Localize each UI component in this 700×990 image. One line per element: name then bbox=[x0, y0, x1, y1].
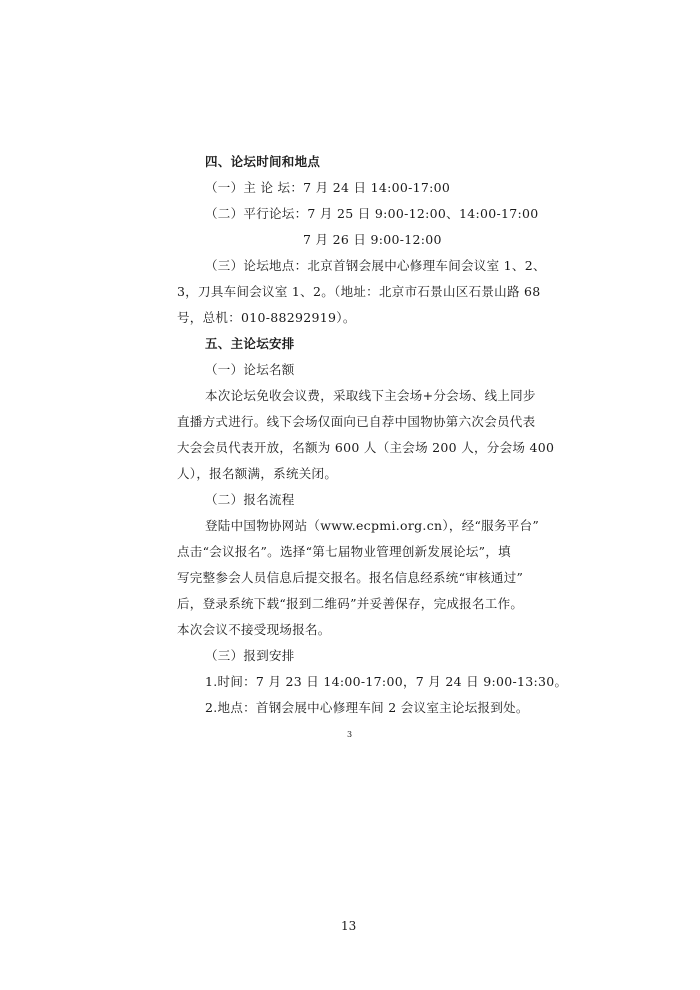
quota-line-3: 大会会员代表开放，名额为 600 人（主会场 200 人，分会场 400 bbox=[177, 440, 555, 455]
main-forum-time: （一）主 论 坛：7 月 24 日 14:00-17:00 bbox=[205, 180, 451, 195]
section-4-heading: 四、论坛时间和地点 bbox=[205, 154, 321, 169]
process-line-1: 登陆中国物协网站（www.ecpmi.org.cn），经“服务平台” bbox=[205, 518, 540, 533]
venue-line-2: 3，刀具车间会议室 1、2。（地址：北京市石景山区石景山路 68 bbox=[177, 284, 541, 299]
process-line-5: 本次会议不接受现场报名。 bbox=[177, 622, 331, 637]
section-5-heading: 五、主论坛安排 bbox=[205, 336, 295, 351]
quota-heading: （一）论坛名额 bbox=[205, 362, 295, 377]
venue-line-1: （三）论坛地点：北京首钢会展中心修理车间会议室 1、2、 bbox=[205, 258, 546, 273]
process-line-3: 写完整参会人员信息后提交报名。报名信息经系统“审核通过” bbox=[177, 570, 524, 585]
checkin-heading: （三）报到安排 bbox=[205, 648, 295, 663]
process-line-4: 后，登录系统下载“报到二维码”并妥善保存，完成报名工作。 bbox=[177, 596, 524, 611]
process-heading: （二）报名流程 bbox=[205, 492, 295, 507]
quota-line-4: 人），报名额满，系统关闭。 bbox=[177, 466, 338, 481]
checkin-place: 2.地点：首钢会展中心修理车间 2 会议室主论坛报到处。 bbox=[205, 700, 529, 715]
page-number: 13 bbox=[341, 919, 357, 933]
venue-line-3: 号，总机：010-88292919）。 bbox=[177, 310, 356, 325]
quota-line-1: 本次论坛免收会议费，采取线下主会场+分会场、线上同步 bbox=[205, 388, 536, 403]
inner-page-number: 3 bbox=[347, 730, 353, 739]
checkin-time: 1.时间：7 月 23 日 14:00-17:00，7 月 24 日 9:00-13:30。 bbox=[205, 674, 568, 689]
process-line-2: 点击“会议报名”。选择“第七届物业管理创新发展论坛”，填 bbox=[177, 544, 511, 559]
quota-line-2: 直播方式进行。线下会场仅面向已自荐中国物协第六次会员代表 bbox=[177, 414, 536, 429]
parallel-forum-time: （二）平行论坛：7 月 25 日 9:00-12:00、14:00-17:00 bbox=[205, 206, 539, 221]
parallel-forum-time-2: 7 月 26 日 9:00-12:00 bbox=[303, 232, 442, 247]
